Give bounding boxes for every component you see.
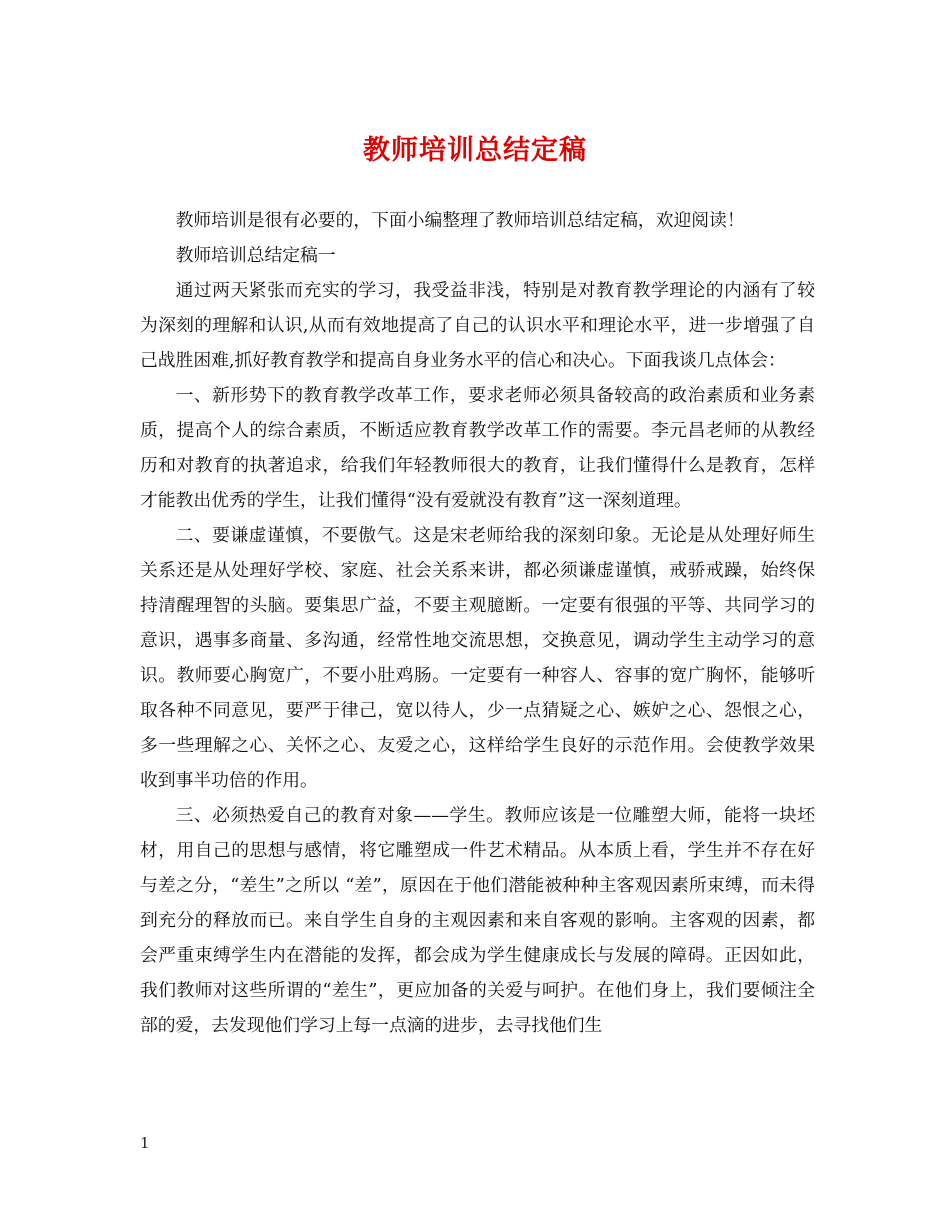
intro-paragraph: 教师培训是很有必要的，下面小编整理了教师培训总结定稿，欢迎阅读！ xyxy=(175,210,745,231)
document-body xyxy=(140,203,815,1043)
page-number: 1 xyxy=(140,1134,150,1152)
section-heading: 教师培训总结定稿一 xyxy=(175,245,336,266)
body-paragraph: 通过两天紧张而充实的学习，我受益非浅，特别是对教育教学理论的内涵有了较为深刻的理解和认识,从而有效地提高了自己的认识水平和理论水平，进一步增强了自己战胜困难,抓好教育教学和提高自身业务水平的信心和决心。下面我谈几点体会： xyxy=(140,280,815,371)
body-paragraph: 二、要谦虚谨慎，不要傲气。这是宋老师给我的深刻印象。无论是从处理好师生关系还是从处理好学校、家庭、社会关系来讲，都必须谦虚谨慎，戒骄戒躁，始终保持清醒理智的头脑。要集思广益，不要主观臆断。一定要有很强的平等、共同学习的意识，遇事多商量、多沟通，经常性地交流思想，交换意见，调动学生主动学习的意识。教师要心胸宽广，不要小肚鸡肠。一定要有一种容人、容事的宽广胸怀，能够听取各种不同意见，要严于律己，宽以待人，少一点猜疑之心、嫉妒之心、怨恨之心，多一些理解之心、关怀之心、友爱之心，这样给学生良好的示范作用。会使教学效果收到事半功倍的作用。 xyxy=(140,525,815,791)
body-paragraph: 三、必须热爱自己的教育对象——学生。教师应该是一位雕塑大师，能将一块坯材，用自己的思想与感情，将它雕塑成一件艺术精品。从本质上看，学生并不存在好与差之分，“差生”之所以 “差”，原因在于他们潜能被种种主客观因素所束缚，而未得到充分的释放而已。来自学生自身的主观因素和来自客观的影响。主客观的因素，都会严重束缚学生内在潜能的发挥，都会成为学生健康成长与发展的障碍。正因如此，我们教师对这些所谓的“差生”，更应加备的关爱与呵护。在他们身上，我们要倾注全部的爱，去发现他们学习上每一点滴的进步，去寻找他们生 xyxy=(140,805,815,1036)
body-paragraph: 一、新形势下的教育教学改革工作，要求老师必须具备较高的政治素质和业务素质，提高个人的综合素质，不断适应教育教学改革工作的需要。李元昌老师的从教经历和对教育的执著追求，给我们年轻教师很大的教育，让我们懂得什么是教育，怎样才能教出优秀的学生，让我们懂得“没有爱就没有教育”这一深刻道理。 xyxy=(140,385,815,511)
document-title: 教师培训总结定稿 xyxy=(363,135,587,166)
